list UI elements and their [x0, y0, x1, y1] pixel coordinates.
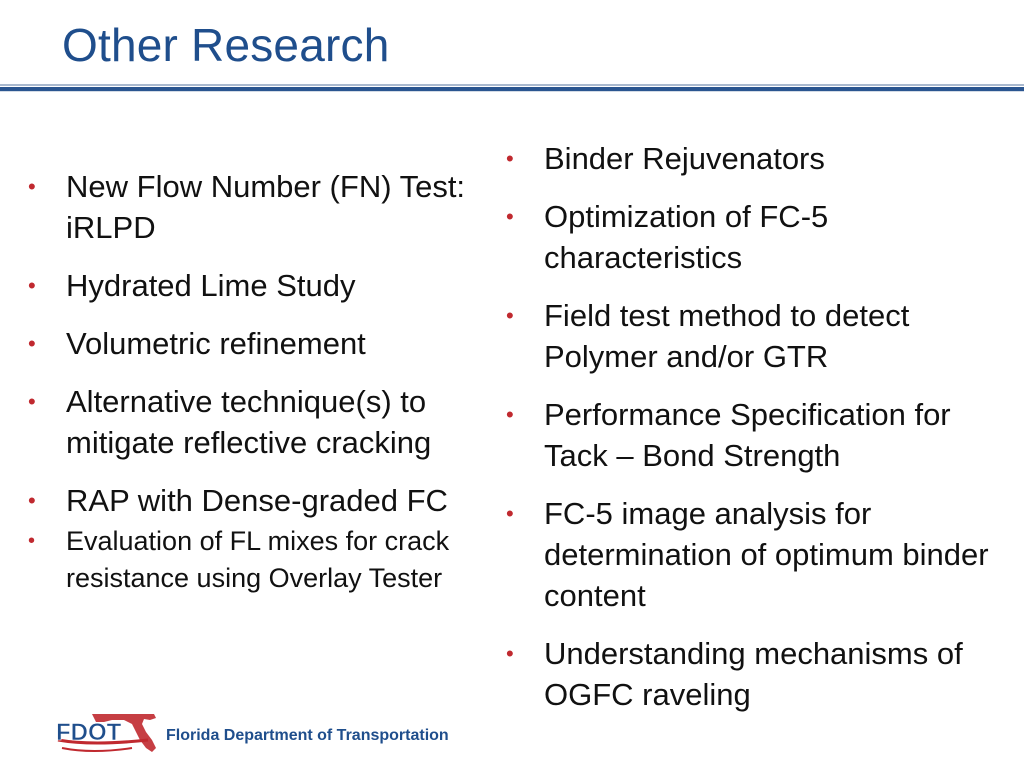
right-bullet-list	[506, 138, 1006, 732]
list-item	[28, 381, 498, 463]
list-item	[28, 523, 498, 597]
bullet-text: Alternative technique(s) to mitigate reflective cracking	[66, 384, 432, 460]
bullet-icon: •	[506, 303, 514, 328]
slide-title: Other Research	[62, 19, 390, 71]
logo-wordmark: FDOT	[56, 719, 122, 746]
list-item	[28, 265, 498, 306]
bullet-icon: •	[28, 331, 36, 356]
title-divider	[0, 84, 1024, 92]
list-item	[506, 633, 1006, 715]
list-item	[28, 480, 498, 521]
left-bullet-list	[28, 166, 498, 597]
bullet-text: Binder Rejuvenators	[544, 141, 825, 176]
bullet-text: Performance Specification for Tack – Bond Strength	[544, 397, 951, 473]
list-item	[28, 323, 498, 364]
bullet-text: Evaluation of FL mixes for crack resistance using Overlay Tester	[66, 526, 450, 593]
bullet-text: RAP with Dense-graded FC	[66, 483, 448, 518]
list-item	[506, 138, 1006, 179]
bullet-icon: •	[28, 389, 36, 414]
bullet-icon: •	[28, 273, 36, 298]
list-item	[506, 493, 1006, 616]
organization-name: Florida Department of Transportation	[166, 727, 449, 744]
bullet-text: FC-5 image analysis for determination of optimum binder content	[544, 496, 989, 613]
list-item	[506, 196, 1006, 278]
list-item	[506, 394, 1006, 476]
bullet-icon: •	[506, 641, 514, 666]
bullet-text: Optimization of FC-5 characteristics	[544, 199, 829, 275]
bullet-icon: •	[28, 174, 36, 199]
bullet-icon: •	[506, 146, 514, 171]
list-item	[28, 166, 498, 248]
bullet-text: New Flow Number (FN) Test: iRLPD	[66, 169, 466, 245]
bullet-text: Understanding mechanisms of OGFC raveling	[544, 636, 963, 712]
bullet-icon: •	[28, 530, 36, 552]
bullet-text: Field test method to detect Polymer and/or GTR	[544, 298, 910, 374]
bullet-icon: •	[506, 501, 514, 526]
list-item	[506, 295, 1006, 377]
bullet-text: Hydrated Lime Study	[66, 268, 356, 303]
bullet-icon: •	[506, 402, 514, 427]
bullet-icon: •	[506, 204, 514, 229]
bullet-icon: •	[28, 488, 36, 513]
fdot-logo	[52, 710, 162, 756]
bullet-text: Volumetric refinement	[66, 326, 366, 361]
